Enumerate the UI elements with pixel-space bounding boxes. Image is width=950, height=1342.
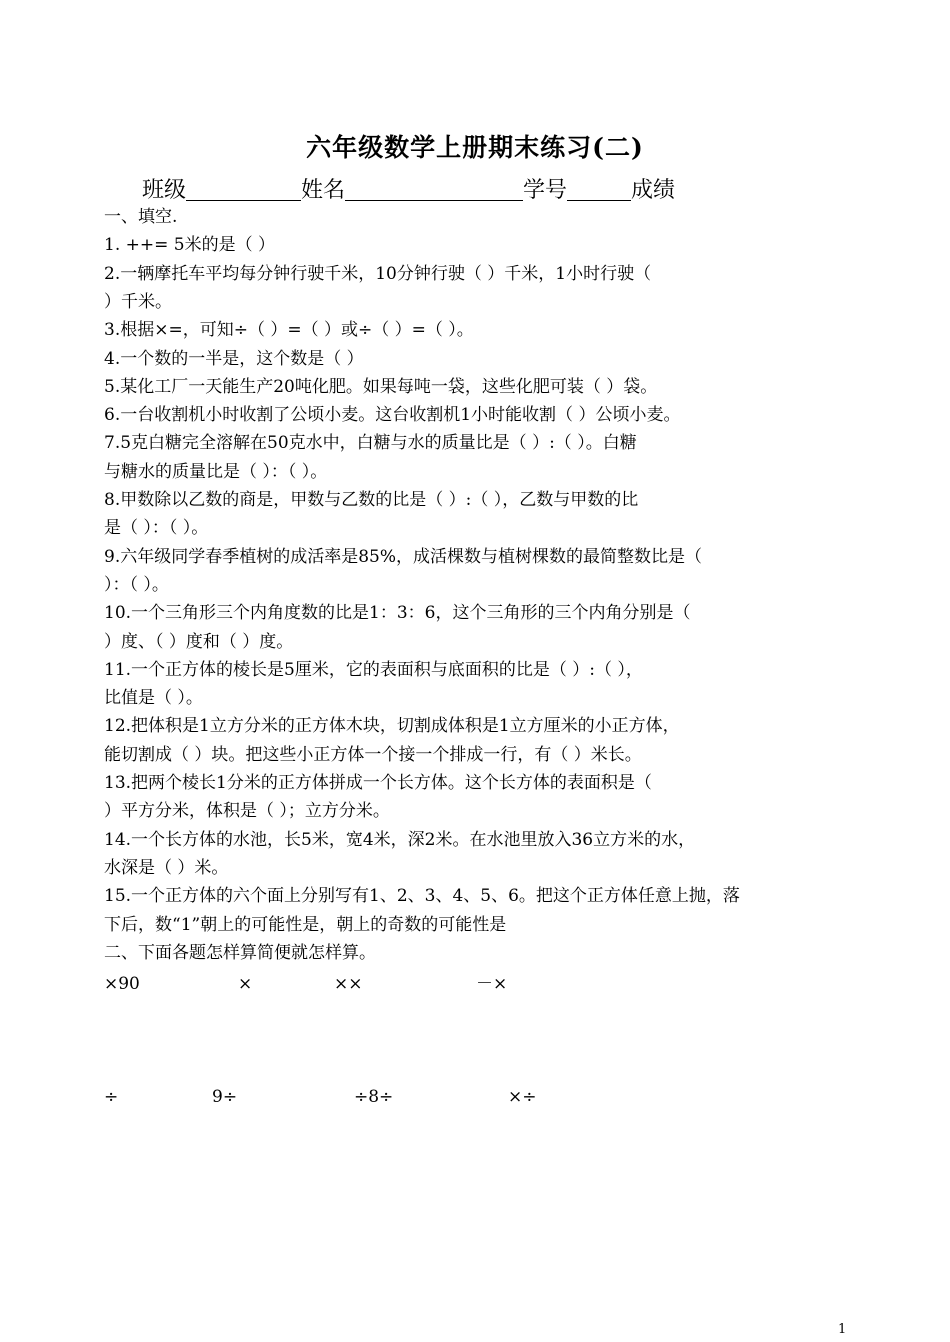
calc-item: × — [238, 974, 253, 994]
text-line: 3.根据×=，可知÷（ ）=（ ）或÷（ ）=（ ）。 — [104, 320, 474, 340]
calc-item: ×90 — [104, 974, 140, 994]
text-line: ）：（ ）。 — [104, 575, 169, 595]
text-line: 二、下面各题怎样算简便就怎样算。 — [104, 943, 376, 963]
calc-item: ÷ — [104, 1087, 119, 1107]
text-line: 6.一台收割机小时收割了公顷小麦。这台收割机1小时能收割（ ）公顷小麦。 — [104, 405, 681, 425]
student-info-row — [142, 173, 675, 204]
calc-item: ÷8÷ — [354, 1087, 394, 1107]
text-line: 能切割成（ ）块。把这些小正方体一个接一个排成一行，有（ ）米长。 — [104, 745, 642, 765]
text-line: 9.六年级同学春季植树的成活率是85%，成活棵数与植树棵数的最简整数比是（ — [104, 547, 703, 567]
calc-item: －× — [476, 974, 508, 994]
page-number: 1 — [838, 1322, 847, 1337]
calc-item: 9÷ — [212, 1087, 238, 1107]
text-line: ）度、（ ）度和（ ）度。 — [104, 632, 294, 652]
text-line: ）千米。 — [104, 292, 172, 312]
id-blank — [567, 178, 631, 201]
name-label: 姓名 — [301, 178, 346, 203]
score-label: 成绩 — [631, 178, 676, 203]
text-line: 12.把体积是1立方分米的正方体木块，切割成体积是1立方厘米的小正方体， — [104, 716, 680, 736]
calc-item: ×÷ — [508, 1087, 537, 1107]
text-line: 2.一辆摩托车平均每分钟行驶千米，10分钟行驶（ ）千米，1小时行驶（ — [104, 264, 652, 284]
text-line: 15.一个正方体的六个面上分别写有1、2、3、4、5、6。把这个正方体任意上抛，落 — [104, 886, 740, 906]
text-line: ）平方分米，体积是（ ）；立方分米。 — [104, 801, 390, 821]
text-line: 与糖水的质量比是（ ）：（ ）。 — [104, 462, 328, 482]
text-line: 水深是（ ）米。 — [104, 858, 229, 878]
text-line: 8.甲数除以乙数的商是，甲数与乙数的比是（ ）:（ ），乙数与甲数的比 — [104, 490, 639, 510]
text-line: 1. ++= 5米的是（ ） — [104, 235, 275, 255]
text-line: 是（ ）：（ ）。 — [104, 518, 209, 538]
text-line: 11.一个正方体的棱长是5厘米，它的表面积与底面积的比是（ ）:（ ）， — [104, 660, 643, 680]
text-line: 5.某化工厂一天能生产20吨化肥。如果每吨一袋，这些化肥可装（ ）袋。 — [104, 377, 658, 397]
text-line: 下后，数“1”朝上的可能性是，朝上的奇数的可能性是 — [104, 915, 507, 935]
text-line: 7.5克白糖完全溶解在50克水中，白糖与水的质量比是（ ）:（ ）。白糖 — [104, 433, 637, 453]
text-line: 14.一个长方体的水池，长5米，宽4米，深2米。在水池里放入36立方米的水， — [104, 830, 696, 850]
text-line: 一、填空. — [104, 207, 178, 227]
id-label: 学号 — [523, 178, 568, 203]
calc-item: ×× — [334, 974, 363, 994]
class-blank — [186, 178, 301, 201]
text-line: 13.把两个棱长1分米的正方体拼成一个长方体。这个长方体的表面积是（ — [104, 773, 652, 793]
page-title: 六年级数学上册期末练习(二) — [306, 133, 644, 162]
text-line: 4.一个数的一半是，这个数是（ ） — [104, 349, 364, 369]
text-line: 10.一个三角形三个内角度数的比是1：3：6，这个三角形的三个内角分别是（ — [104, 603, 691, 623]
name-blank — [345, 178, 523, 201]
text-line: 比值是（ ）。 — [104, 688, 203, 708]
class-label: 班级 — [142, 178, 187, 203]
